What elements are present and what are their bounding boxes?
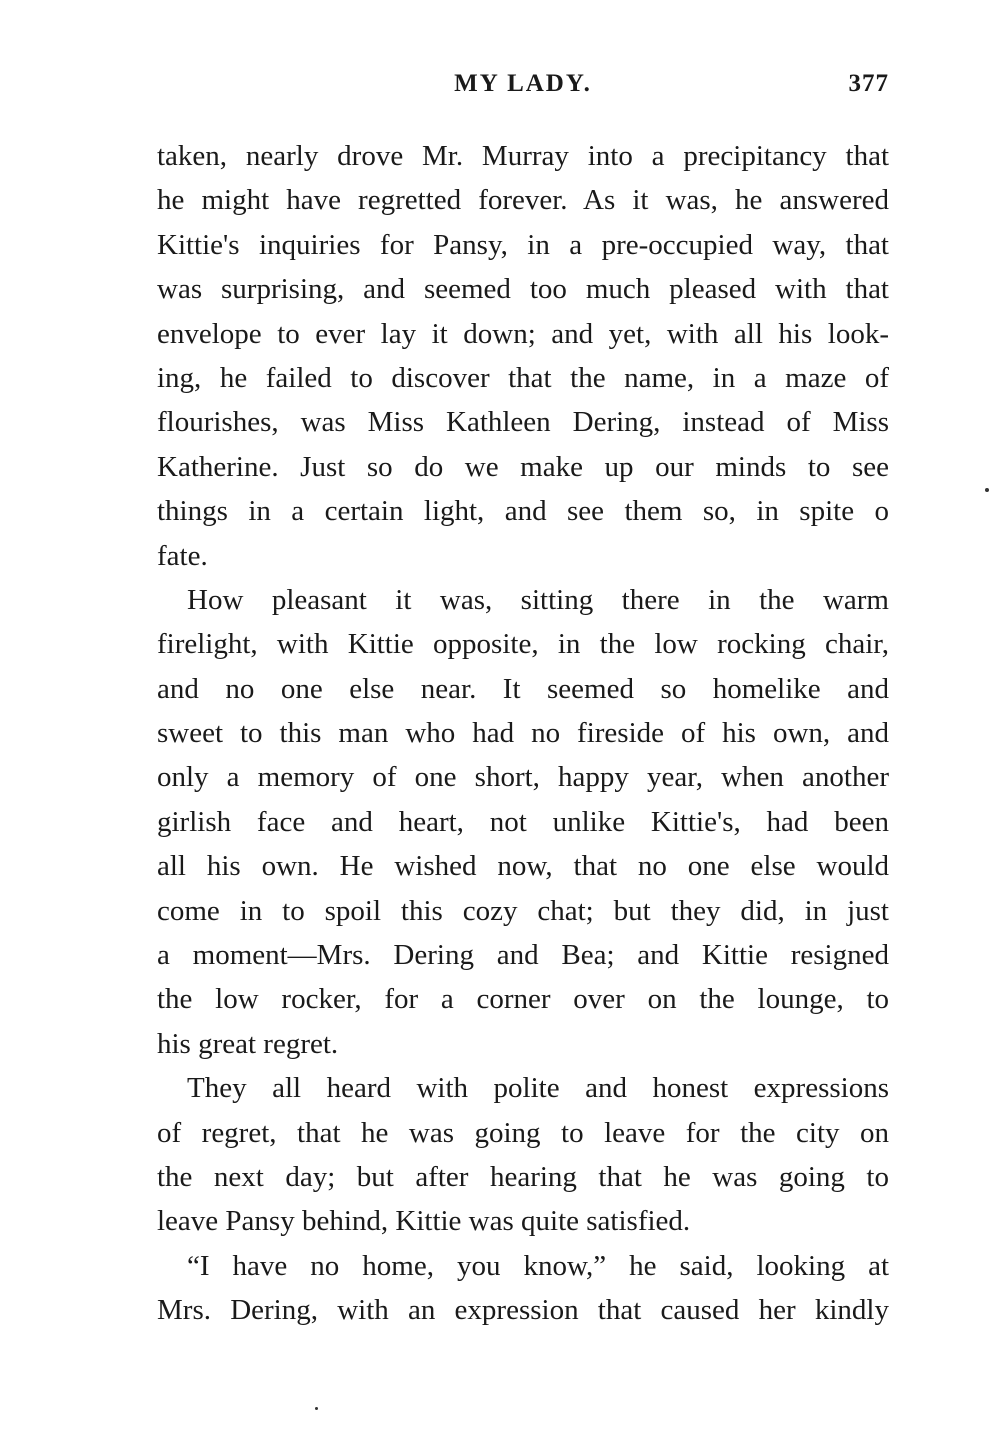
text-line: Mrs. Dering, with an expression that caused her kindly	[157, 1294, 889, 1327]
text-line: taken, nearly drove Mr. Murray into a precipitancy that	[157, 140, 889, 172]
text-line: leave Pansy behind, Kittie was quite satisfied.	[157, 1205, 691, 1238]
text-line: girlish face and heart, not unlike Kittie's, had been	[157, 805, 889, 838]
text-line: he might have regretted forever. As it was, he answered	[157, 184, 889, 217]
text-line: Katherine. Just so do we make up our minds to see	[157, 450, 889, 483]
paragraph-1	[157, 134, 889, 578]
text-line: “I have no home, you know,” he said, looking at	[187, 1249, 889, 1282]
text-line: firelight, with Kittie opposite, in the low rocking chair,	[157, 628, 889, 661]
text-line: the next day; but after hearing that he was going to	[157, 1160, 889, 1193]
text-line: envelope to ever lay it down; and yet, with all his look-	[157, 317, 889, 350]
text-line: things in a certain light, and see them so, in spite o	[157, 495, 889, 528]
text-line: fate.	[157, 539, 208, 572]
text-line: come in to spoil this cozy chat; but they did, in just	[157, 894, 889, 927]
paragraph-4	[157, 1244, 889, 1333]
text-line: Kittie's inquiries for Pansy, in a pre-occupied way, that	[157, 228, 889, 261]
text-line: a moment—Mrs. Dering and Bea; and Kittie resigned	[157, 939, 889, 972]
text-line: How pleasant it was, sitting there in the warm	[187, 583, 889, 616]
text-line: They all heard with polite and honest expressions	[187, 1072, 889, 1105]
text-line: his great regret.	[157, 1027, 339, 1060]
text-line: sweet to this man who had no fireside of his own, and	[157, 717, 889, 750]
paragraph-2	[157, 578, 889, 1066]
page-number: 377	[848, 70, 889, 97]
text-line: all his own. He wished now, that no one else would	[157, 850, 889, 883]
body-text	[157, 134, 889, 1333]
running-head-title: MY LADY.	[454, 70, 592, 97]
text-line: ing, he failed to discover that the name, in a maze of	[157, 361, 889, 394]
paragraph-3	[157, 1066, 889, 1244]
text-line: flourishes, was Miss Kathleen Dering, instead of Miss	[157, 406, 889, 439]
text-line: the low rocker, for a corner over on the lounge, to	[157, 983, 889, 1016]
running-head	[157, 70, 889, 106]
text-line: only a memory of one short, happy year, when another	[157, 761, 889, 794]
text-line: was surprising, and seemed too much pleased with that	[157, 273, 889, 306]
print-speck	[985, 488, 989, 492]
text-line: and no one else near. It seemed so homelike and	[157, 672, 889, 705]
text-line: of regret, that he was going to leave for the city on	[157, 1116, 889, 1149]
print-speck	[315, 1407, 318, 1410]
